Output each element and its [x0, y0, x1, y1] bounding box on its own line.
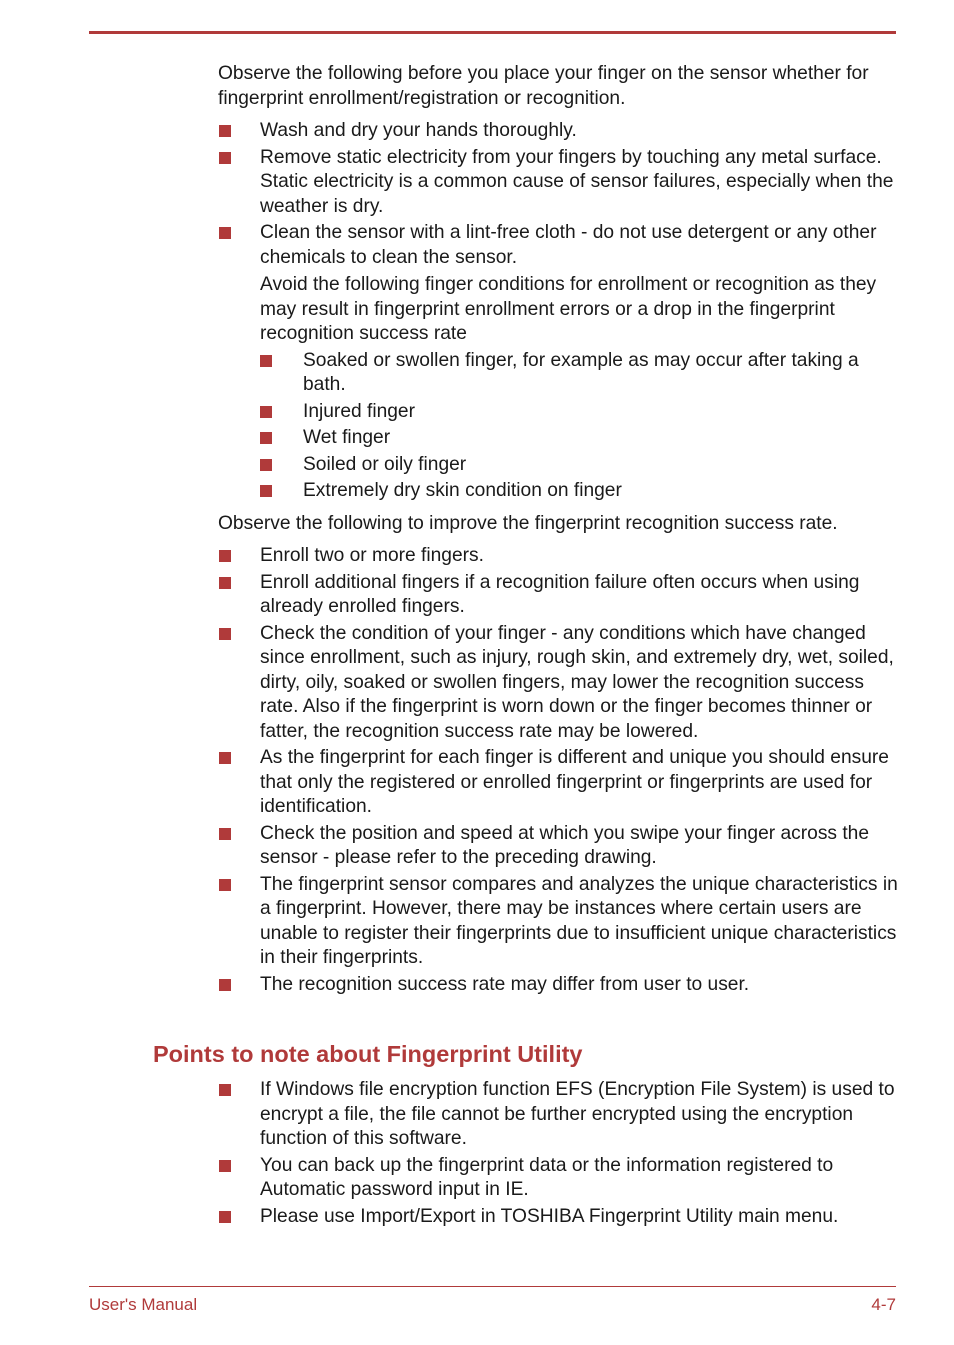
list-item: Wash and dry your hands thoroughly.: [218, 119, 898, 144]
avoid-paragraph: Avoid the following finger conditions for enrollment or recognition as they may result in fingerprint enrollment errors or a drop in the fingerprint recognition success rate: [260, 274, 877, 344]
body-content: [218, 62, 898, 999]
footer-title: User's Manual: [89, 1295, 198, 1314]
sub-list-item: Soiled or oily finger: [260, 453, 898, 478]
improvement-list: [218, 544, 898, 997]
list-item: Enroll two or more fingers.: [218, 544, 898, 569]
list-item: You can back up the fingerprint data or the information registered to Automatic password input in IE.: [218, 1154, 898, 1203]
sub-list-item: Soaked or swollen finger, for example as may occur after taking a bath.: [260, 349, 898, 398]
list-item: [218, 221, 898, 504]
list-item-text: Clean the sensor with a lint-free cloth - do not use detergent or any other chemicals to clean the sensor.: [260, 222, 877, 268]
header-rule: [89, 31, 896, 34]
list-item: Enroll additional fingers if a recognition failure often occurs when using already enrolled fingers.: [218, 571, 898, 620]
footer-rule: [89, 1286, 896, 1287]
sub-list-item: Extremely dry skin condition on finger: [260, 479, 898, 504]
list-item: The recognition success rate may differ from user to user.: [218, 973, 898, 998]
list-item: Check the position and speed at which you swipe your finger across the sensor - please refer to the preceding drawing.: [218, 822, 898, 871]
list-item: Check the condition of your finger - any conditions which have changed since enrollment, such as injury, rough skin, and extremely dry, wet, soiled, dirty, oily, soaked or swollen fingers, may lower the recognition success rate. Also if the fingerprint is worn down or the finger becomes thinner or fatter, the recognition success rate may be lowered.: [218, 622, 898, 745]
list-item: Please use Import/Export in TOSHIBA Fingerprint Utility main menu.: [218, 1205, 898, 1230]
utility-notes-list: [218, 1078, 898, 1229]
section-heading: Points to note about Fingerprint Utility: [153, 1041, 583, 1067]
list-item: As the fingerprint for each finger is different and unique you should ensure that only the registered or enrolled fingerprint or fingerprints are used for identification.: [218, 746, 898, 820]
intro-paragraph: Observe the following before you place your finger on the sensor whether for fingerprint enrollment/registration or recognition.: [218, 63, 869, 109]
finger-conditions-list: [260, 349, 898, 504]
sub-list-item: Wet finger: [260, 426, 898, 451]
preparation-list: [218, 119, 898, 504]
list-item: The fingerprint sensor compares and analyzes the unique characteristics in a fingerprint. However, there may be instances where certain users are unable to register their fingerprints due to insufficient unique characteristics in their fingerprints.: [218, 873, 898, 971]
list-item: Remove static electricity from your fingers by touching any metal surface. Static electricity is a common cause of sensor failures, especially when the weather is dry.: [218, 146, 898, 220]
list-item: If Windows file encryption function EFS (Encryption File System) is used to encrypt a file, the file cannot be further encrypted using the encryption function of this software.: [218, 1078, 898, 1152]
section-content: [218, 1078, 898, 1231]
sub-list-item: Injured finger: [260, 400, 898, 425]
improve-paragraph: Observe the following to improve the fingerprint recognition success rate.: [218, 512, 838, 534]
page-number: 4-7: [871, 1295, 896, 1314]
